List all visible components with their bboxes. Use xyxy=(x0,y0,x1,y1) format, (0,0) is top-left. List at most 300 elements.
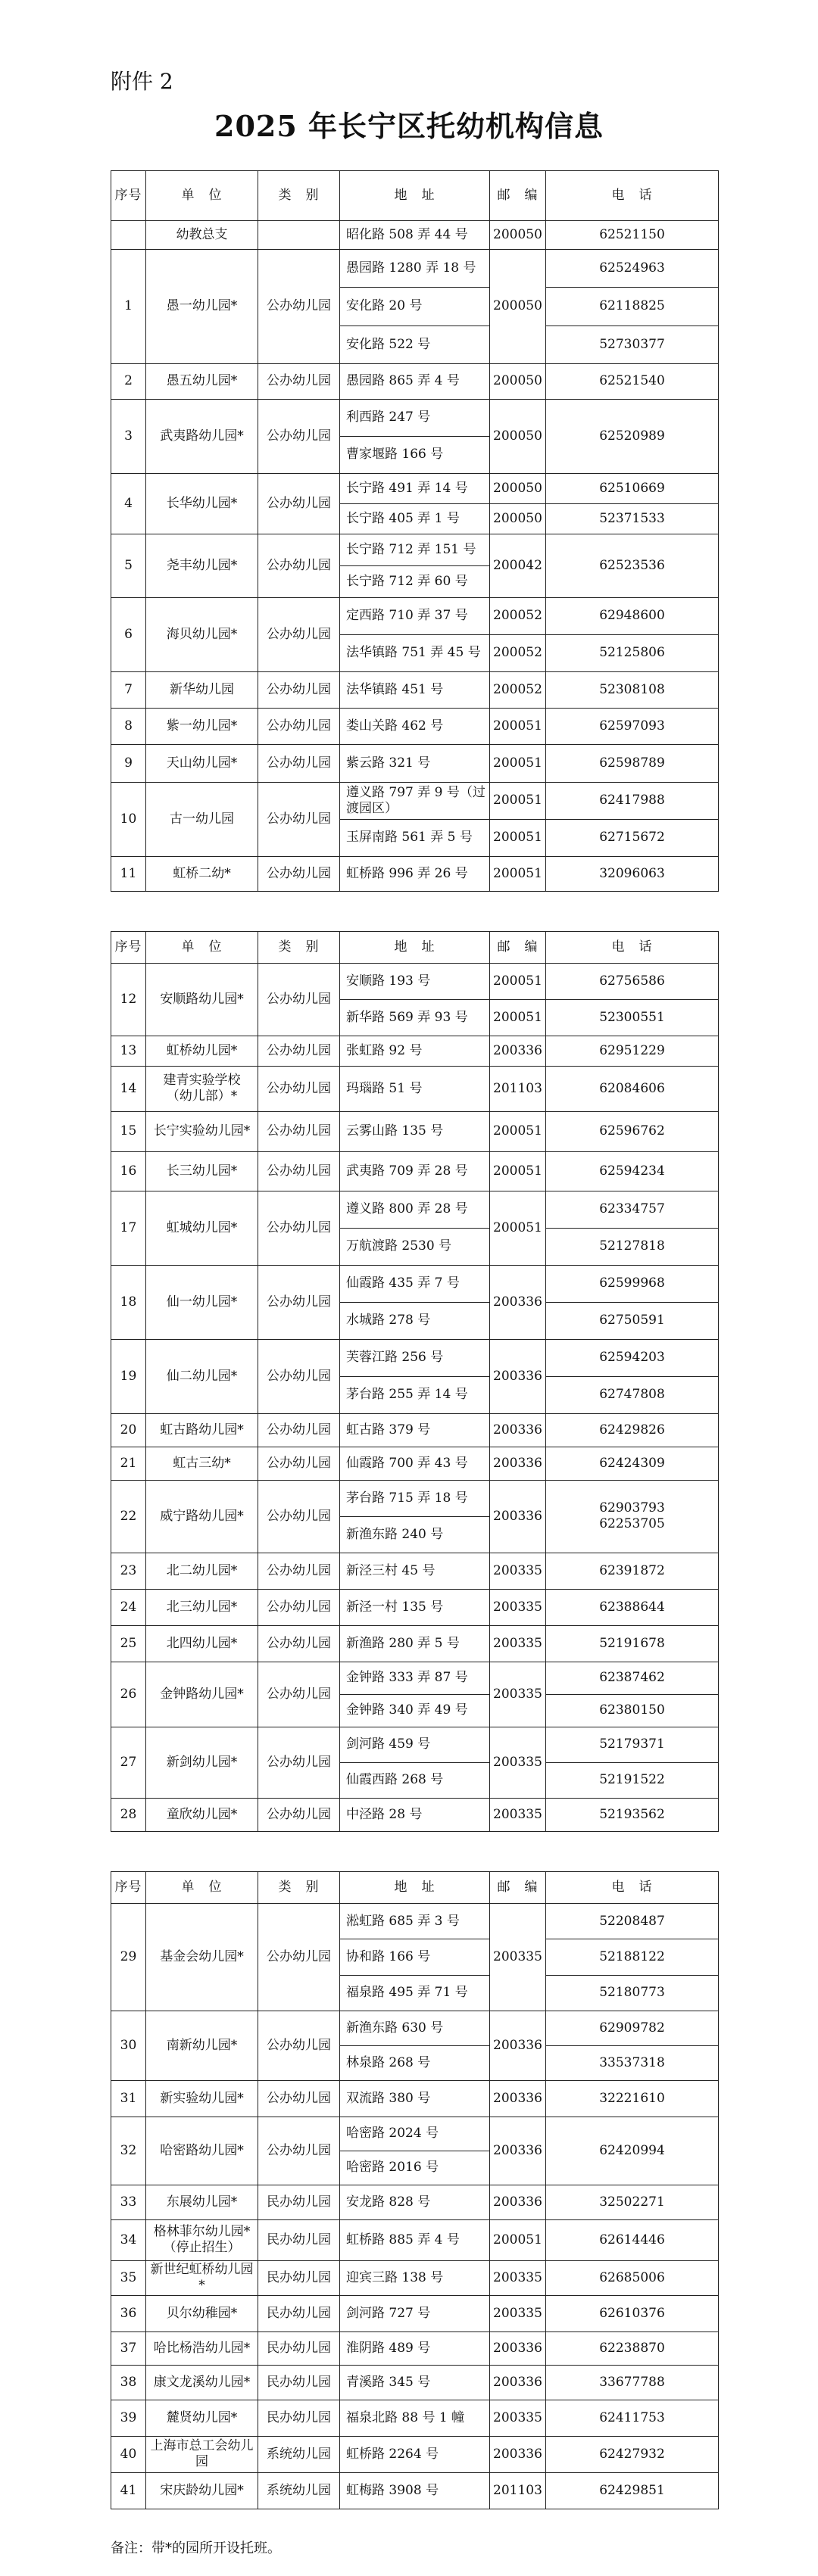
institution-table xyxy=(111,170,719,892)
unit-type: 公办幼儿园 xyxy=(258,399,340,473)
unit-type: 公办幼儿园 xyxy=(258,1480,340,1553)
table-row xyxy=(111,856,719,891)
phone: 62387462 xyxy=(546,1662,719,1694)
unit-name: 紫一幼儿园* xyxy=(146,708,258,744)
header-unit: 单 位 xyxy=(146,931,258,963)
address: 福泉路 495 弄 71 号 xyxy=(340,1975,490,2011)
unit-type: 公办幼儿园 xyxy=(258,1903,340,2011)
postcode: 200050 xyxy=(490,473,546,503)
unit-type: 公办幼儿园 xyxy=(258,782,340,856)
header-no: 序号 xyxy=(111,171,146,221)
unit-name: 虹城幼儿园* xyxy=(146,1191,258,1265)
table-row xyxy=(111,363,719,399)
address: 剑河路 459 号 xyxy=(340,1727,490,1762)
phone: 62594234 xyxy=(546,1151,719,1191)
table-row xyxy=(111,1625,719,1662)
table-row xyxy=(111,534,719,565)
postcode: 200050 xyxy=(490,221,546,250)
table-row xyxy=(111,2400,719,2436)
phone: 62524963 xyxy=(546,250,719,288)
unit-type: 民办幼儿园 xyxy=(258,2400,340,2436)
postcode: 200336 xyxy=(490,1447,546,1480)
unit-type: 民办幼儿园 xyxy=(258,2331,340,2365)
unit-name: 威宁路幼儿园* xyxy=(146,1480,258,1553)
address: 愚园路 865 弄 4 号 xyxy=(340,363,490,399)
row-number: 12 xyxy=(111,963,146,1036)
phone: 62334757 xyxy=(546,1191,719,1228)
phone: 52188122 xyxy=(546,1939,719,1975)
postcode: 200336 xyxy=(490,2080,546,2117)
unit-type: 公办幼儿园 xyxy=(258,250,340,364)
table-row xyxy=(111,597,719,634)
row-number: 29 xyxy=(111,1903,146,2011)
unit-name: 基金会幼儿园* xyxy=(146,1903,258,2011)
postcode: 200335 xyxy=(490,2400,546,2436)
unit-type xyxy=(258,221,340,250)
address: 安顺路 193 号 xyxy=(340,963,490,999)
postcode: 200051 xyxy=(490,744,546,782)
phone: 62429851 xyxy=(546,2472,719,2509)
unit-name: 建青实验学校 （幼儿部）* xyxy=(146,1066,258,1111)
unit-type: 公办幼儿园 xyxy=(258,1339,340,1413)
phone: 52179371 xyxy=(546,1727,719,1762)
row-number: 10 xyxy=(111,782,146,856)
unit-type: 民办幼儿园 xyxy=(258,2219,340,2260)
row-number: 5 xyxy=(111,534,146,597)
unit-name: 虹桥幼儿园* xyxy=(146,1036,258,1066)
phone: 62750591 xyxy=(546,1302,719,1339)
unit-type: 公办幼儿园 xyxy=(258,2011,340,2080)
header-phone: 电 话 xyxy=(546,931,719,963)
phone: 62951229 xyxy=(546,1036,719,1066)
postcode: 200335 xyxy=(490,1903,546,2011)
unit-name: 北二幼儿园* xyxy=(146,1553,258,1589)
address: 茅台路 255 弄 14 号 xyxy=(340,1376,490,1413)
unit-name: 尧丰幼儿园* xyxy=(146,534,258,597)
table-row xyxy=(111,2331,719,2365)
phone: 62685006 xyxy=(546,2260,719,2295)
address: 新渔东路 240 号 xyxy=(340,1516,490,1553)
table-row xyxy=(111,1447,719,1480)
table-row xyxy=(111,708,719,744)
unit-type: 公办幼儿园 xyxy=(258,744,340,782)
table-row xyxy=(111,782,719,819)
unit-type: 公办幼儿园 xyxy=(258,1625,340,1662)
table-row xyxy=(111,1480,719,1516)
phone: 62520989 xyxy=(546,399,719,473)
address: 剑河路 727 号 xyxy=(340,2295,490,2331)
unit-type: 公办幼儿园 xyxy=(258,597,340,671)
table-header-row xyxy=(111,931,719,963)
table-row xyxy=(111,1191,719,1228)
table-row xyxy=(111,1727,719,1762)
row-number: 19 xyxy=(111,1339,146,1413)
header-unit: 单 位 xyxy=(146,171,258,221)
phone: 62380150 xyxy=(546,1694,719,1727)
row-number: 1 xyxy=(111,250,146,364)
table-header-row xyxy=(111,171,719,221)
row-number: 20 xyxy=(111,1413,146,1447)
table-row xyxy=(111,399,719,436)
postcode: 200336 xyxy=(490,1480,546,1553)
address: 长宁路 712 弄 151 号 xyxy=(340,534,490,565)
phone: 52208487 xyxy=(546,1903,719,1939)
table-row xyxy=(111,1111,719,1151)
phone: 62427932 xyxy=(546,2436,719,2472)
postcode: 200052 xyxy=(490,671,546,708)
row-number: 6 xyxy=(111,597,146,671)
unit-type: 民办幼儿园 xyxy=(258,2365,340,2400)
unit-type: 公办幼儿园 xyxy=(258,534,340,597)
row-number: 2 xyxy=(111,363,146,399)
unit-name: 北三幼儿园* xyxy=(146,1589,258,1625)
phone: 62420994 xyxy=(546,2117,719,2185)
row-number xyxy=(111,221,146,250)
address: 法华镇路 751 弄 45 号 xyxy=(340,634,490,671)
address: 张虹路 92 号 xyxy=(340,1036,490,1066)
address: 虹桥路 996 弄 26 号 xyxy=(340,856,490,891)
phone: 62523536 xyxy=(546,534,719,597)
postcode: 200335 xyxy=(490,2260,546,2295)
header-no: 序号 xyxy=(111,1871,146,1903)
address: 长宁路 491 弄 14 号 xyxy=(340,473,490,503)
unit-type: 公办幼儿园 xyxy=(258,1066,340,1111)
postcode: 200050 xyxy=(490,250,546,364)
table-row xyxy=(111,2080,719,2117)
row-number: 24 xyxy=(111,1589,146,1625)
phone: 62424309 xyxy=(546,1447,719,1480)
row-number: 28 xyxy=(111,1798,146,1831)
unit-type: 公办幼儿园 xyxy=(258,1191,340,1265)
phone: 52127818 xyxy=(546,1228,719,1265)
header-type: 类 别 xyxy=(258,931,340,963)
address: 哈密路 2016 号 xyxy=(340,2151,490,2185)
row-number: 41 xyxy=(111,2472,146,2509)
unit-name: 安顺路幼儿园* xyxy=(146,963,258,1036)
address: 虹古路 379 号 xyxy=(340,1413,490,1447)
row-number: 31 xyxy=(111,2080,146,2117)
row-number: 27 xyxy=(111,1727,146,1798)
unit-type: 公办幼儿园 xyxy=(258,363,340,399)
address: 新华路 569 弄 93 号 xyxy=(340,999,490,1036)
institution-table xyxy=(111,1871,719,2509)
table-row xyxy=(111,2472,719,2509)
header-unit: 单 位 xyxy=(146,1871,258,1903)
row-number: 26 xyxy=(111,1662,146,1727)
unit-type: 公办幼儿园 xyxy=(258,1798,340,1831)
address: 哈密路 2024 号 xyxy=(340,2117,490,2151)
unit-name: 北四幼儿园* xyxy=(146,1625,258,1662)
header-addr: 地 址 xyxy=(340,171,490,221)
address: 遵义路 797 弄 9 号（过渡园区） xyxy=(340,782,490,819)
address: 迎宾三路 138 号 xyxy=(340,2260,490,2295)
row-number: 36 xyxy=(111,2295,146,2331)
phone: 62238870 xyxy=(546,2331,719,2365)
table-row xyxy=(111,2117,719,2151)
postcode: 200335 xyxy=(490,1798,546,1831)
table-row xyxy=(111,2011,719,2045)
row-number: 16 xyxy=(111,1151,146,1191)
header-phone: 电 话 xyxy=(546,1871,719,1903)
table-row xyxy=(111,2365,719,2400)
address: 中泾路 28 号 xyxy=(340,1798,490,1831)
unit-name: 虹古三幼* xyxy=(146,1447,258,1480)
header-zip: 邮 编 xyxy=(490,931,546,963)
postcode: 200336 xyxy=(490,2185,546,2219)
phone: 62596762 xyxy=(546,1111,719,1151)
phone: 62756586 xyxy=(546,963,719,999)
postcode: 200051 xyxy=(490,1151,546,1191)
address: 新泾三村 45 号 xyxy=(340,1553,490,1589)
table-row xyxy=(111,250,719,288)
phone: 62521150 xyxy=(546,221,719,250)
address: 玉屏南路 561 弄 5 号 xyxy=(340,819,490,856)
table-row xyxy=(111,1413,719,1447)
postcode: 200051 xyxy=(490,2219,546,2260)
table-row xyxy=(111,2185,719,2219)
address: 水城路 278 号 xyxy=(340,1302,490,1339)
address: 双流路 380 号 xyxy=(340,2080,490,2117)
phone: 62614446 xyxy=(546,2219,719,2260)
unit-name: 新剑幼儿园* xyxy=(146,1727,258,1798)
row-number: 14 xyxy=(111,1066,146,1111)
table-row xyxy=(111,1151,719,1191)
unit-type: 公办幼儿园 xyxy=(258,1036,340,1066)
postcode: 201103 xyxy=(490,2472,546,2509)
unit-type: 民办幼儿园 xyxy=(258,2295,340,2331)
address: 紫云路 321 号 xyxy=(340,744,490,782)
unit-name: 虹古路幼儿园* xyxy=(146,1413,258,1447)
unit-type: 公办幼儿园 xyxy=(258,2080,340,2117)
unit-type: 民办幼儿园 xyxy=(258,2185,340,2219)
address: 定西路 710 弄 37 号 xyxy=(340,597,490,634)
row-number: 39 xyxy=(111,2400,146,2436)
address: 云雾山路 135 号 xyxy=(340,1111,490,1151)
table-row xyxy=(111,1066,719,1111)
phone: 62599968 xyxy=(546,1265,719,1302)
unit-type: 公办幼儿园 xyxy=(258,1111,340,1151)
page-title: 2025 年长宁区托幼机构信息 xyxy=(214,109,604,143)
postcode: 200051 xyxy=(490,1111,546,1151)
address: 金钟路 340 弄 49 号 xyxy=(340,1694,490,1727)
table-row xyxy=(111,1662,719,1694)
address: 曹家堰路 166 号 xyxy=(340,436,490,473)
postcode: 200050 xyxy=(490,363,546,399)
address: 虹梅路 3908 号 xyxy=(340,2472,490,2509)
header-no: 序号 xyxy=(111,931,146,963)
unit-name: 新实验幼儿园* xyxy=(146,2080,258,2117)
row-number: 18 xyxy=(111,1265,146,1339)
unit-type: 公办幼儿园 xyxy=(258,963,340,1036)
unit-type: 公办幼儿园 xyxy=(258,1151,340,1191)
table-header-row xyxy=(111,1871,719,1903)
address: 仙霞西路 268 号 xyxy=(340,1762,490,1798)
postcode: 200051 xyxy=(490,963,546,999)
unit-name: 新华幼儿园 xyxy=(146,671,258,708)
unit-type: 公办幼儿园 xyxy=(258,1727,340,1798)
postcode: 200051 xyxy=(490,1191,546,1265)
phone: 62388644 xyxy=(546,1589,719,1625)
phone: 62597093 xyxy=(546,708,719,744)
unit-name: 愚一幼儿园* xyxy=(146,250,258,364)
address: 芙蓉江路 256 号 xyxy=(340,1339,490,1376)
unit-name: 童欣幼儿园* xyxy=(146,1798,258,1831)
unit-name: 东展幼儿园* xyxy=(146,2185,258,2219)
unit-name: 仙一幼儿园* xyxy=(146,1265,258,1339)
row-number: 40 xyxy=(111,2436,146,2472)
postcode: 200336 xyxy=(490,2011,546,2080)
postcode: 200050 xyxy=(490,503,546,534)
table-row xyxy=(111,1553,719,1589)
row-number: 21 xyxy=(111,1447,146,1480)
header-type: 类 别 xyxy=(258,171,340,221)
table-row xyxy=(111,1036,719,1066)
unit-type: 公办幼儿园 xyxy=(258,473,340,534)
table-row xyxy=(111,1903,719,1939)
unit-type: 公办幼儿园 xyxy=(258,1413,340,1447)
address: 武夷路 709 弄 28 号 xyxy=(340,1151,490,1191)
unit-type: 系统幼儿园 xyxy=(258,2436,340,2472)
phone: 62747808 xyxy=(546,1376,719,1413)
row-number: 9 xyxy=(111,744,146,782)
address: 林泉路 268 号 xyxy=(340,2045,490,2080)
unit-name: 上海市总工会幼儿园 xyxy=(146,2436,258,2472)
unit-name: 康文龙溪幼儿园* xyxy=(146,2365,258,2400)
header-addr: 地 址 xyxy=(340,1871,490,1903)
phone: 62084606 xyxy=(546,1066,719,1111)
unit-type: 公办幼儿园 xyxy=(258,1589,340,1625)
postcode: 200336 xyxy=(490,2117,546,2185)
phone: 62715672 xyxy=(546,819,719,856)
phone: 52730377 xyxy=(546,326,719,363)
row-number: 32 xyxy=(111,2117,146,2185)
row-number: 33 xyxy=(111,2185,146,2219)
address: 安龙路 828 号 xyxy=(340,2185,490,2219)
unit-name: 武夷路幼儿园* xyxy=(146,399,258,473)
row-number: 15 xyxy=(111,1111,146,1151)
address: 新渔路 280 弄 5 号 xyxy=(340,1625,490,1662)
tables-container xyxy=(111,170,718,2549)
unit-type: 公办幼儿园 xyxy=(258,1447,340,1480)
header-type: 类 别 xyxy=(258,1871,340,1903)
row-number: 35 xyxy=(111,2260,146,2295)
postcode: 200336 xyxy=(490,1036,546,1066)
unit-type: 公办幼儿园 xyxy=(258,1265,340,1339)
address: 协和路 166 号 xyxy=(340,1939,490,1975)
phone: 62429826 xyxy=(546,1413,719,1447)
unit-type: 公办幼儿园 xyxy=(258,671,340,708)
phone: 62610376 xyxy=(546,2295,719,2331)
unit-type: 公办幼儿园 xyxy=(258,1553,340,1589)
phone: 62521540 xyxy=(546,363,719,399)
address: 万航渡路 2530 号 xyxy=(340,1228,490,1265)
row-number: 37 xyxy=(111,2331,146,2365)
unit-name: 仙二幼儿园* xyxy=(146,1339,258,1413)
row-number: 8 xyxy=(111,708,146,744)
postcode: 200335 xyxy=(490,1589,546,1625)
phone: 52300551 xyxy=(546,999,719,1036)
institution-table xyxy=(111,931,719,1832)
postcode: 200051 xyxy=(490,856,546,891)
address: 淮阴路 489 号 xyxy=(340,2331,490,2365)
address: 长宁路 405 弄 1 号 xyxy=(340,503,490,534)
table-row xyxy=(111,221,719,250)
phone: 62411753 xyxy=(546,2400,719,2436)
phone: 52308108 xyxy=(546,671,719,708)
unit-type: 系统幼儿园 xyxy=(258,2472,340,2509)
unit-name: 海贝幼儿园* xyxy=(146,597,258,671)
postcode: 200335 xyxy=(490,1625,546,1662)
unit-type: 公办幼儿园 xyxy=(258,1662,340,1727)
postcode: 200335 xyxy=(490,1662,546,1727)
row-number: 34 xyxy=(111,2219,146,2260)
address: 玛瑙路 51 号 xyxy=(340,1066,490,1111)
header-zip: 邮 编 xyxy=(490,171,546,221)
unit-name: 哈比杨浩幼儿园* xyxy=(146,2331,258,2365)
row-number: 13 xyxy=(111,1036,146,1066)
unit-name: 愚五幼儿园* xyxy=(146,363,258,399)
unit-type: 公办幼儿园 xyxy=(258,708,340,744)
address: 安化路 522 号 xyxy=(340,326,490,363)
unit-name: 新世纪虹桥幼儿园* xyxy=(146,2260,258,2295)
unit-name: 宋庆龄幼儿园* xyxy=(146,2472,258,2509)
unit-name: 长三幼儿园* xyxy=(146,1151,258,1191)
postcode: 200336 xyxy=(490,1265,546,1339)
phone: 62594203 xyxy=(546,1339,719,1376)
address: 娄山关路 462 号 xyxy=(340,708,490,744)
postcode: 200051 xyxy=(490,708,546,744)
row-number: 25 xyxy=(111,1625,146,1662)
unit-type: 公办幼儿园 xyxy=(258,856,340,891)
phone: 62118825 xyxy=(546,288,719,326)
phone: 52125806 xyxy=(546,634,719,671)
row-number: 17 xyxy=(111,1191,146,1265)
unit-name: 古一幼儿园 xyxy=(146,782,258,856)
row-number: 30 xyxy=(111,2011,146,2080)
phone: 62948600 xyxy=(546,597,719,634)
table-row xyxy=(111,1265,719,1302)
phone: 62391872 xyxy=(546,1553,719,1589)
table-row xyxy=(111,2436,719,2472)
phone: 62909782 xyxy=(546,2011,719,2045)
postcode: 200336 xyxy=(490,1339,546,1413)
phone: 32096063 xyxy=(546,856,719,891)
address: 长宁路 712 弄 60 号 xyxy=(340,565,490,597)
phone: 62598789 xyxy=(546,744,719,782)
row-number: 3 xyxy=(111,399,146,473)
phone: 32221610 xyxy=(546,2080,719,2117)
phone: 32502271 xyxy=(546,2185,719,2219)
footnote: 备注：带*的园所开设托班。 xyxy=(111,2540,281,2556)
address: 安化路 20 号 xyxy=(340,288,490,326)
table-row xyxy=(111,2260,719,2295)
postcode: 200051 xyxy=(490,819,546,856)
address: 利西路 247 号 xyxy=(340,399,490,436)
postcode: 200052 xyxy=(490,634,546,671)
postcode: 200336 xyxy=(490,2331,546,2365)
row-number: 11 xyxy=(111,856,146,891)
address: 新泾一村 135 号 xyxy=(340,1589,490,1625)
unit-name: 天山幼儿园* xyxy=(146,744,258,782)
postcode: 200335 xyxy=(490,1727,546,1798)
postcode: 200336 xyxy=(490,1413,546,1447)
address: 金钟路 333 弄 87 号 xyxy=(340,1662,490,1694)
phone: 62903793 62253705 xyxy=(546,1480,719,1553)
phone: 33537318 xyxy=(546,2045,719,2080)
postcode: 200336 xyxy=(490,2436,546,2472)
table-row xyxy=(111,1589,719,1625)
phone: 52180773 xyxy=(546,1975,719,2011)
